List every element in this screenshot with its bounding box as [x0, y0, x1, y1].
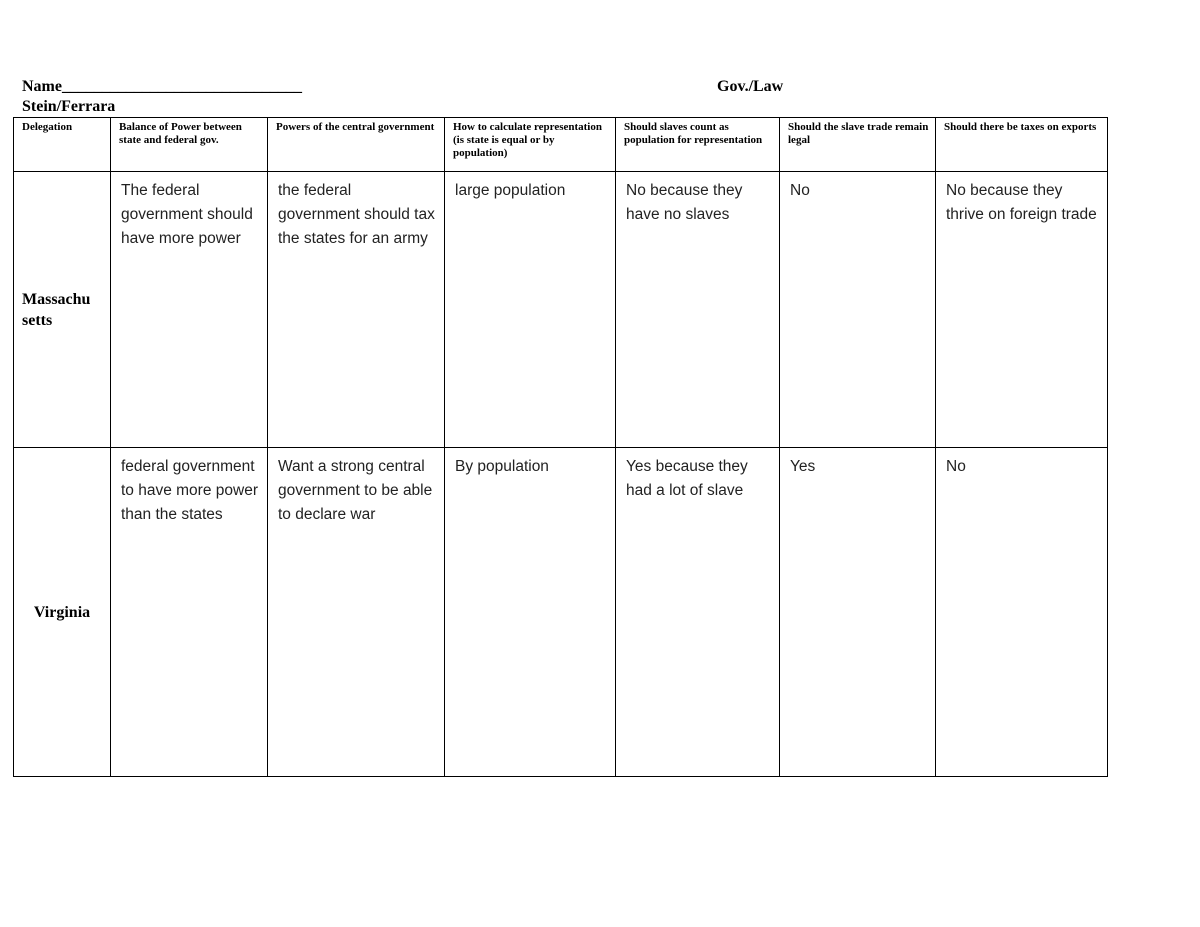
answer-cell-balance[interactable]: federal government to have more power than the states [111, 448, 268, 777]
delegation-cell: Massachu setts [14, 172, 111, 448]
table-header-row [14, 118, 1108, 172]
column-header-representation: How to calculate representation (is state is equal or by population) [445, 118, 616, 172]
name-line: Name______________________________ [22, 78, 302, 95]
table-row [14, 448, 1108, 777]
course-label: Gov./Law [717, 78, 784, 95]
column-header-slaves-count: Should slaves count as population for representation [616, 118, 780, 172]
column-header-delegation: Delegation [14, 118, 111, 172]
column-header-central-powers: Powers of the central government [268, 118, 445, 172]
answer-cell-slaves-count[interactable]: Yes because they had a lot of slave [616, 448, 780, 777]
column-header-balance-of-power: Balance of Power between state and federal gov. [111, 118, 268, 172]
answer-cell-balance[interactable]: The federal government should have more power [111, 172, 268, 448]
answer-cell-slave-trade[interactable]: No [780, 172, 936, 448]
column-header-slave-trade: Should the slave trade remain legal [780, 118, 936, 172]
delegation-worksheet-table [13, 117, 1108, 777]
delegation-cell: Virginia [14, 448, 111, 777]
answer-cell-slave-trade[interactable]: Yes [780, 448, 936, 777]
answer-cell-powers[interactable]: the federal government should tax the states for an army [268, 172, 445, 448]
teachers-label: Stein/Ferrara [22, 98, 116, 115]
answer-cell-representation[interactable]: By population [445, 448, 616, 777]
answer-cell-slaves-count[interactable]: No because they have no slaves [616, 172, 780, 448]
answer-cell-powers[interactable]: Want a strong central government to be able to declare war [268, 448, 445, 777]
answer-cell-representation[interactable]: large population [445, 172, 616, 448]
table-row [14, 172, 1108, 448]
answer-cell-export-taxes[interactable]: No because they thrive on foreign trade [936, 172, 1108, 448]
answer-cell-export-taxes[interactable]: No [936, 448, 1108, 777]
column-header-export-taxes: Should there be taxes on exports [936, 118, 1108, 172]
